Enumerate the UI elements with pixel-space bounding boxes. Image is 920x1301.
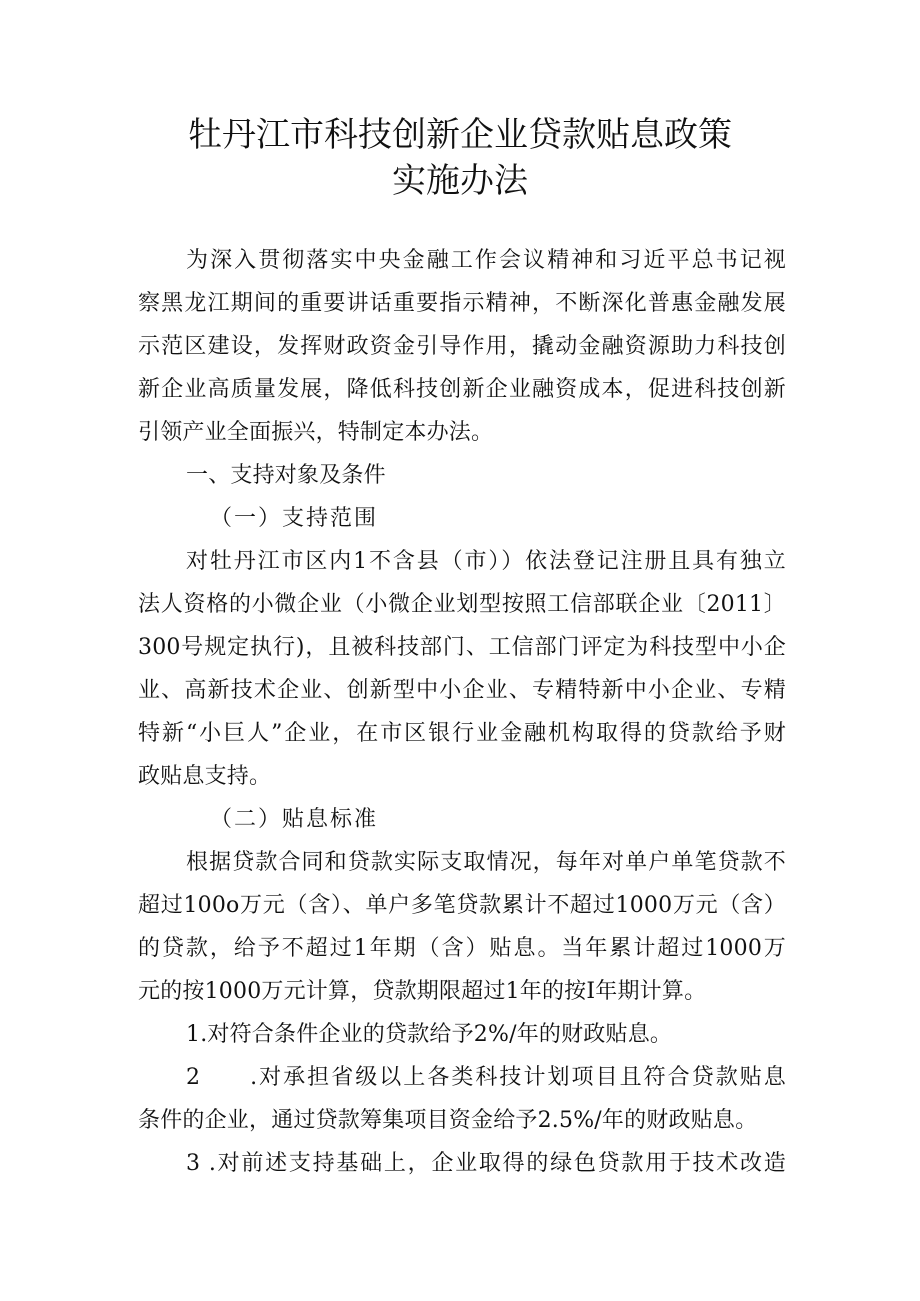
standard-line-2: 超过100o万元（含）、单户多笔贷款累计不超过1000万元（含） xyxy=(138,893,786,918)
scope-line-1: 对牡丹江市区内1不含县（市））依法登记注册且具有独立 xyxy=(186,549,786,574)
document-title-line-1: 牡丹江市科技创新企业贷款贴息政策 xyxy=(188,115,732,155)
intro-line-5: 引领产业全面振兴，特制定本办法。 xyxy=(138,420,494,445)
item-3-line-1: 3 .对前述支持基础上，企业取得的绿色贷款用于技术改造 xyxy=(186,1151,786,1176)
subsection-heading-standard: （二）贴息标准 xyxy=(210,807,379,832)
standard-line-4: 元的按1000万元计算，贷款期限超过1年的按I年期计算。 xyxy=(138,979,707,1004)
scope-line-3: 300号规定执行)，且被科技部门、工信部门评定为科技型中小企 xyxy=(138,635,786,660)
scope-line-5: 特新“小巨人”企业，在市区银行业金融机构取得的贷款给予财 xyxy=(138,721,786,746)
subsection-heading-scope: （一）支持范围 xyxy=(210,506,379,531)
item-2-line-1: 2 .对承担省级以上各类科技计划项目且符合贷款贴息 xyxy=(186,1065,786,1090)
intro-line-4: 新企业高质量发展，降低科技创新企业融资成本，促进科技创新 xyxy=(138,377,786,402)
intro-line-2: 察黑龙江期间的重要讲话重要指示精神，不断深化普惠金融发展 xyxy=(138,291,786,316)
item-1: 1.对符合条件企业的贷款给予2%/年的财政贴息。 xyxy=(186,1022,673,1047)
item-2-line-2: 条件的企业，通过贷款筹集项目资金给予2.5%/年的财政贴息。 xyxy=(138,1108,758,1133)
section-heading-1: 一、支持对象及条件 xyxy=(186,463,386,488)
standard-line-1: 根据贷款合同和贷款实际支取情况，每年对单户单笔贷款不 xyxy=(186,850,786,875)
standard-line-3: 的贷款，给予不超过1年期（含）贴息。当年累计超过1000万 xyxy=(138,936,786,961)
document-title-line-2: 实施办法 xyxy=(392,161,528,201)
intro-line-3: 示范区建设，发挥财政资金引导作用，撬动金融资源助力科技创 xyxy=(138,334,786,359)
scope-line-6: 政贴息支持。 xyxy=(138,764,272,789)
intro-line-1: 为深入贯彻落实中央金融工作会议精神和习近平总书记视 xyxy=(186,248,786,273)
scope-line-4: 业、高新技术企业、创新型中小企业、专精特新中小企业、专精 xyxy=(138,678,786,703)
scope-line-2: 法人资格的小微企业（小微企业划型按照工信部联企业〔2011〕 xyxy=(138,592,786,617)
